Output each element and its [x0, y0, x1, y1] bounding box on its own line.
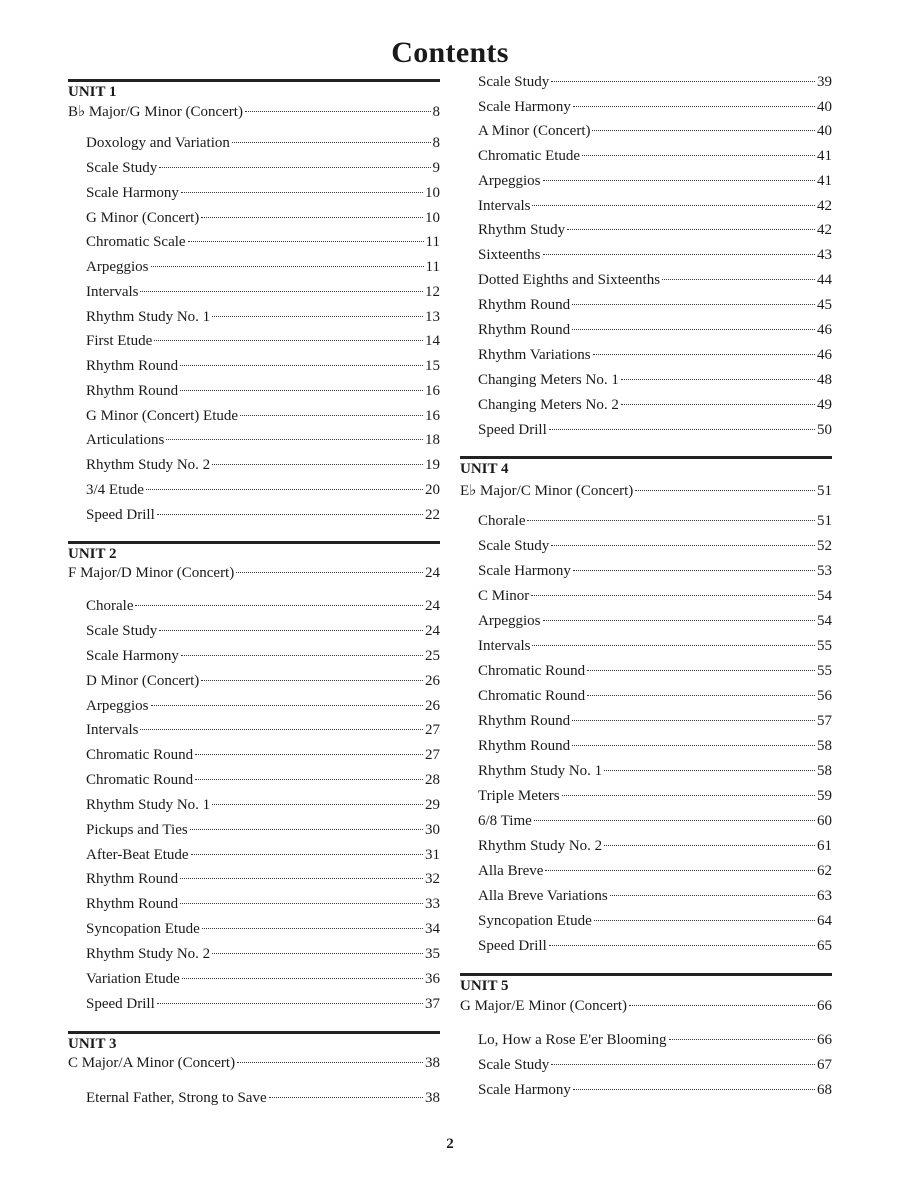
- entry-page: 19: [425, 457, 440, 473]
- entry-title: Intervals: [86, 722, 139, 738]
- toc-entry[interactable]: [460, 123, 832, 143]
- toc-entry[interactable]: [68, 673, 440, 693]
- entry-title: Scale Study: [478, 74, 550, 90]
- toc-entry[interactable]: [68, 160, 440, 180]
- entry-page: 13: [425, 309, 440, 325]
- entry-page: 51: [817, 483, 832, 499]
- entry-title: Scale Harmony: [478, 1082, 571, 1098]
- entry-title: Rhythm Round: [478, 738, 571, 754]
- entry-page: 27: [425, 722, 440, 738]
- toc-entry[interactable]: [68, 772, 440, 792]
- toc-entry[interactable]: [68, 847, 440, 867]
- toc-entry[interactable]: [460, 1032, 832, 1052]
- toc-entry[interactable]: [68, 797, 440, 817]
- entry-page: 26: [425, 673, 440, 689]
- unit-heading: UNIT 2: [68, 541, 440, 566]
- entry-title: Intervals: [478, 638, 531, 654]
- entry-title: Rhythm Round: [86, 358, 179, 374]
- entry-title: C Major/A Minor (Concert): [68, 1055, 236, 1071]
- entry-title: Scale Harmony: [86, 185, 179, 201]
- entry-title: Arpeggios: [86, 259, 149, 275]
- toc-entry[interactable]: [68, 309, 440, 329]
- toc-entry[interactable]: [460, 613, 832, 633]
- entry-title: Speed Drill: [86, 507, 155, 523]
- entry-page: 8: [432, 104, 440, 120]
- entry-title: Intervals: [86, 284, 139, 300]
- entry-page: 53: [817, 563, 832, 579]
- toc-entry[interactable]: [68, 185, 440, 205]
- entry-title: Rhythm Study No. 1: [478, 763, 603, 779]
- entry-page: 8: [432, 135, 440, 151]
- entry-title: Alla Breve Variations: [478, 888, 608, 904]
- unit-heading: UNIT 3: [68, 1031, 440, 1056]
- toc-entry[interactable]: [460, 222, 832, 242]
- toc-entry[interactable]: [68, 921, 440, 941]
- entry-title: Speed Drill: [478, 422, 547, 438]
- entry-page: 24: [425, 565, 440, 581]
- entry-page: 62: [817, 863, 832, 879]
- toc-entry[interactable]: [460, 713, 832, 733]
- entry-page: 30: [425, 822, 440, 838]
- entry-title: Articulations: [86, 432, 165, 448]
- toc-entry[interactable]: [460, 99, 832, 119]
- toc-entry[interactable]: [460, 173, 832, 193]
- entry-title: 6/8 Time: [478, 813, 532, 829]
- entry-title: Changing Meters No. 2: [478, 397, 619, 413]
- entry-title: Scale Harmony: [478, 99, 571, 115]
- entry-page: 54: [817, 613, 832, 629]
- entry-title: Rhythm Round: [86, 383, 179, 399]
- toc-entry[interactable]: [68, 457, 440, 477]
- toc-entry[interactable]: [460, 422, 832, 442]
- entry-title: Triple Meters: [478, 788, 560, 804]
- entry-page: 40: [817, 99, 832, 115]
- entry-page: 46: [817, 322, 832, 338]
- entry-page: 39: [817, 74, 832, 90]
- entry-page: 49: [817, 397, 832, 413]
- entry-page: 34: [425, 921, 440, 937]
- entry-title: Syncopation Etude: [478, 913, 592, 929]
- toc-entry[interactable]: [68, 648, 440, 668]
- toc-entry[interactable]: [460, 347, 832, 367]
- toc-entry[interactable]: [460, 397, 832, 417]
- toc-entry[interactable]: [68, 598, 440, 618]
- entry-page: 51: [817, 513, 832, 529]
- entry-title: Rhythm Round: [86, 896, 179, 912]
- toc-entry[interactable]: [68, 408, 440, 428]
- entry-page: 58: [817, 763, 832, 779]
- toc-key-entry[interactable]: [68, 1055, 440, 1075]
- toc-entry[interactable]: [68, 432, 440, 452]
- entry-page: 18: [425, 432, 440, 448]
- entry-title: Chromatic Round: [86, 747, 194, 763]
- entry-title: G Minor (Concert) Etude: [86, 408, 239, 424]
- toc-entry[interactable]: [460, 372, 832, 392]
- entry-page: 43: [817, 247, 832, 263]
- entry-title: Doxology and Variation: [86, 135, 230, 151]
- entry-page: 59: [817, 788, 832, 804]
- entry-page: 45: [817, 297, 832, 313]
- toc-entry[interactable]: [460, 297, 832, 317]
- entry-title: Rhythm Study: [478, 222, 566, 238]
- entry-title: First Etude: [86, 333, 153, 349]
- entry-page: 60: [817, 813, 832, 829]
- toc-entry[interactable]: [460, 563, 832, 583]
- toc-entry[interactable]: [68, 971, 440, 991]
- toc-entry[interactable]: [68, 210, 440, 230]
- entry-title: Dotted Eighths and Sixteenths: [478, 272, 661, 288]
- entry-page: 38: [425, 1090, 440, 1106]
- toc-entry[interactable]: [460, 663, 832, 683]
- entry-page: 12: [425, 284, 440, 300]
- entry-title: Rhythm Round: [86, 871, 179, 887]
- toc-entry[interactable]: [460, 763, 832, 783]
- entry-page: 65: [817, 938, 832, 954]
- unit-heading: UNIT 1: [68, 79, 440, 104]
- toc-entry[interactable]: [68, 358, 440, 378]
- entry-page: 64: [817, 913, 832, 929]
- entry-page: 67: [817, 1057, 832, 1073]
- entry-title: Rhythm Round: [478, 322, 571, 338]
- entry-title: Scale Study: [86, 160, 158, 176]
- toc-entry[interactable]: [460, 74, 832, 94]
- entry-page: 35: [425, 946, 440, 962]
- entry-page: 33: [425, 896, 440, 912]
- entry-title: Pickups and Ties: [86, 822, 188, 838]
- toc-entry[interactable]: [68, 747, 440, 767]
- entry-title: Chorale: [478, 513, 526, 529]
- entry-page: 36: [425, 971, 440, 987]
- entry-title: After-Beat Etude: [86, 847, 189, 863]
- entry-page: 54: [817, 588, 832, 604]
- toc-entry[interactable]: [460, 588, 832, 608]
- entry-title: Chromatic Round: [86, 772, 194, 788]
- toc-entry[interactable]: [460, 813, 832, 833]
- entry-title: Scale Harmony: [478, 563, 571, 579]
- entry-page: 55: [817, 638, 832, 654]
- entry-title: D Minor (Concert): [86, 673, 200, 689]
- toc-entry[interactable]: [460, 1057, 832, 1077]
- entry-title: Rhythm Variations: [478, 347, 591, 363]
- unit-heading: UNIT 5: [460, 973, 832, 998]
- entry-page: 41: [817, 148, 832, 164]
- toc-entry[interactable]: [460, 148, 832, 168]
- entry-title: Rhythm Study No. 2: [86, 457, 211, 473]
- entry-title: Rhythm Study No. 1: [86, 797, 211, 813]
- toc-key-entry[interactable]: [460, 998, 832, 1018]
- entry-page: 46: [817, 347, 832, 363]
- toc-entry[interactable]: [460, 863, 832, 883]
- entry-page: 48: [817, 372, 832, 388]
- toc-entry[interactable]: [460, 322, 832, 342]
- entry-page: 28: [425, 772, 440, 788]
- entry-page: 63: [817, 888, 832, 904]
- toc-entry[interactable]: [460, 938, 832, 958]
- toc-entry[interactable]: [68, 871, 440, 891]
- entry-title: Scale Study: [86, 623, 158, 639]
- entry-page: 24: [425, 623, 440, 639]
- entry-title: Chromatic Scale: [86, 234, 186, 250]
- entry-page: 42: [817, 222, 832, 238]
- entry-page: 50: [817, 422, 832, 438]
- entry-page: 11: [425, 259, 440, 275]
- entry-page: 61: [817, 838, 832, 854]
- entry-title: Alla Breve: [478, 863, 544, 879]
- entry-page: 37: [425, 996, 440, 1012]
- entry-title: Scale Study: [478, 538, 550, 554]
- entry-title: Intervals: [478, 198, 531, 214]
- entry-page: 20: [425, 482, 440, 498]
- toc-entry[interactable]: [68, 234, 440, 254]
- entry-title: Sixteenths: [478, 247, 541, 263]
- entry-title: Chromatic Round: [478, 663, 586, 679]
- entry-page: 42: [817, 198, 832, 214]
- entry-title: Chromatic Round: [478, 688, 586, 704]
- toc-entry[interactable]: [68, 722, 440, 742]
- entry-page: 32: [425, 871, 440, 887]
- entry-title: Rhythm Study No. 1: [86, 309, 211, 325]
- entry-page: 29: [425, 797, 440, 813]
- entry-page: 11: [425, 234, 440, 250]
- entry-page: 66: [817, 998, 832, 1014]
- toc-entry[interactable]: [460, 272, 832, 292]
- toc-entry[interactable]: [68, 333, 440, 353]
- toc-entry[interactable]: [68, 259, 440, 279]
- page-number: 2: [446, 1136, 454, 1152]
- entry-page: 10: [425, 185, 440, 201]
- entry-title: Arpeggios: [478, 173, 541, 189]
- entry-title: C Minor: [478, 588, 530, 604]
- toc-key-entry[interactable]: [460, 481, 832, 501]
- toc-entry[interactable]: [460, 513, 832, 533]
- entry-page: 24: [425, 598, 440, 614]
- entry-page: 16: [425, 383, 440, 399]
- entry-page: 27: [425, 747, 440, 763]
- toc-entry[interactable]: [68, 946, 440, 966]
- entry-title: Rhythm Study No. 2: [478, 838, 603, 854]
- toc-entry[interactable]: [460, 913, 832, 933]
- toc-key-entry[interactable]: [68, 102, 440, 122]
- toc-entry[interactable]: [68, 623, 440, 643]
- page-title: Contents: [391, 36, 509, 69]
- toc-entry[interactable]: [460, 247, 832, 267]
- entry-title: Rhythm Round: [478, 297, 571, 313]
- entry-page: 58: [817, 738, 832, 754]
- unit-heading: UNIT 4: [460, 456, 832, 481]
- entry-title: A Minor (Concert): [478, 123, 591, 139]
- toc-entry[interactable]: [68, 1090, 440, 1110]
- toc-entry[interactable]: [460, 688, 832, 708]
- entry-title: G Minor (Concert): [86, 210, 200, 226]
- toc-key-entry[interactable]: [68, 565, 440, 585]
- entry-title: Scale Harmony: [86, 648, 179, 664]
- entry-page: 55: [817, 663, 832, 679]
- toc-entry[interactable]: [68, 135, 440, 155]
- entry-page: 9: [432, 160, 440, 176]
- entry-page: 26: [425, 698, 440, 714]
- entry-page: 57: [817, 713, 832, 729]
- entry-title: Speed Drill: [478, 938, 547, 954]
- entry-page: 38: [425, 1055, 440, 1071]
- entry-page: 44: [817, 272, 832, 288]
- toc-entry[interactable]: [68, 482, 440, 502]
- entry-page: 25: [425, 648, 440, 664]
- entry-title: 3/4 Etude: [86, 482, 144, 498]
- toc-entry[interactable]: [460, 888, 832, 908]
- entry-title: Chromatic Etude: [478, 148, 581, 164]
- toc-entry[interactable]: [68, 698, 440, 718]
- toc-entry[interactable]: [68, 996, 440, 1016]
- entry-title: E♭ Major/C Minor (Concert): [460, 483, 634, 499]
- entry-title: Arpeggios: [86, 698, 149, 714]
- entry-title: Scale Study: [478, 1057, 550, 1073]
- entry-page: 15: [425, 358, 440, 374]
- entry-title: Arpeggios: [478, 613, 541, 629]
- toc-entry[interactable]: [460, 198, 832, 218]
- toc-entry[interactable]: [460, 638, 832, 658]
- entry-page: 68: [817, 1082, 832, 1098]
- entry-page: 41: [817, 173, 832, 189]
- toc-entry[interactable]: [460, 838, 832, 858]
- toc-entry[interactable]: [460, 788, 832, 808]
- entry-title: Rhythm Study No. 2: [86, 946, 211, 962]
- entry-title: Rhythm Round: [478, 713, 571, 729]
- entry-title: Lo, How a Rose E'er Blooming: [478, 1032, 667, 1048]
- toc-entry[interactable]: [68, 896, 440, 916]
- entry-title: Eternal Father, Strong to Save: [86, 1090, 267, 1106]
- entry-title: B♭ Major/G Minor (Concert): [68, 104, 243, 120]
- entry-title: Chorale: [86, 598, 134, 614]
- toc-entry[interactable]: [68, 383, 440, 403]
- entry-page: 52: [817, 538, 832, 554]
- entry-title: Speed Drill: [86, 996, 155, 1012]
- toc-entry[interactable]: [460, 738, 832, 758]
- toc-entry[interactable]: [68, 507, 440, 527]
- toc-entry[interactable]: [68, 822, 440, 842]
- entry-page: 56: [817, 688, 832, 704]
- entry-title: Changing Meters No. 1: [478, 372, 619, 388]
- entry-title: Syncopation Etude: [86, 921, 200, 937]
- entry-page: 66: [817, 1032, 832, 1048]
- entry-title: G Major/E Minor (Concert): [460, 998, 628, 1014]
- entry-page: 10: [425, 210, 440, 226]
- entry-title: F Major/D Minor (Concert): [68, 565, 235, 581]
- entry-title: Variation Etude: [86, 971, 180, 987]
- toc-entry[interactable]: [460, 1082, 832, 1102]
- entry-page: 40: [817, 123, 832, 139]
- entry-page: 31: [425, 847, 440, 863]
- entry-page: 14: [425, 333, 440, 349]
- toc-entry[interactable]: [68, 284, 440, 304]
- entry-page: 22: [425, 507, 440, 523]
- entry-page: 16: [425, 408, 440, 424]
- toc-entry[interactable]: [460, 538, 832, 558]
